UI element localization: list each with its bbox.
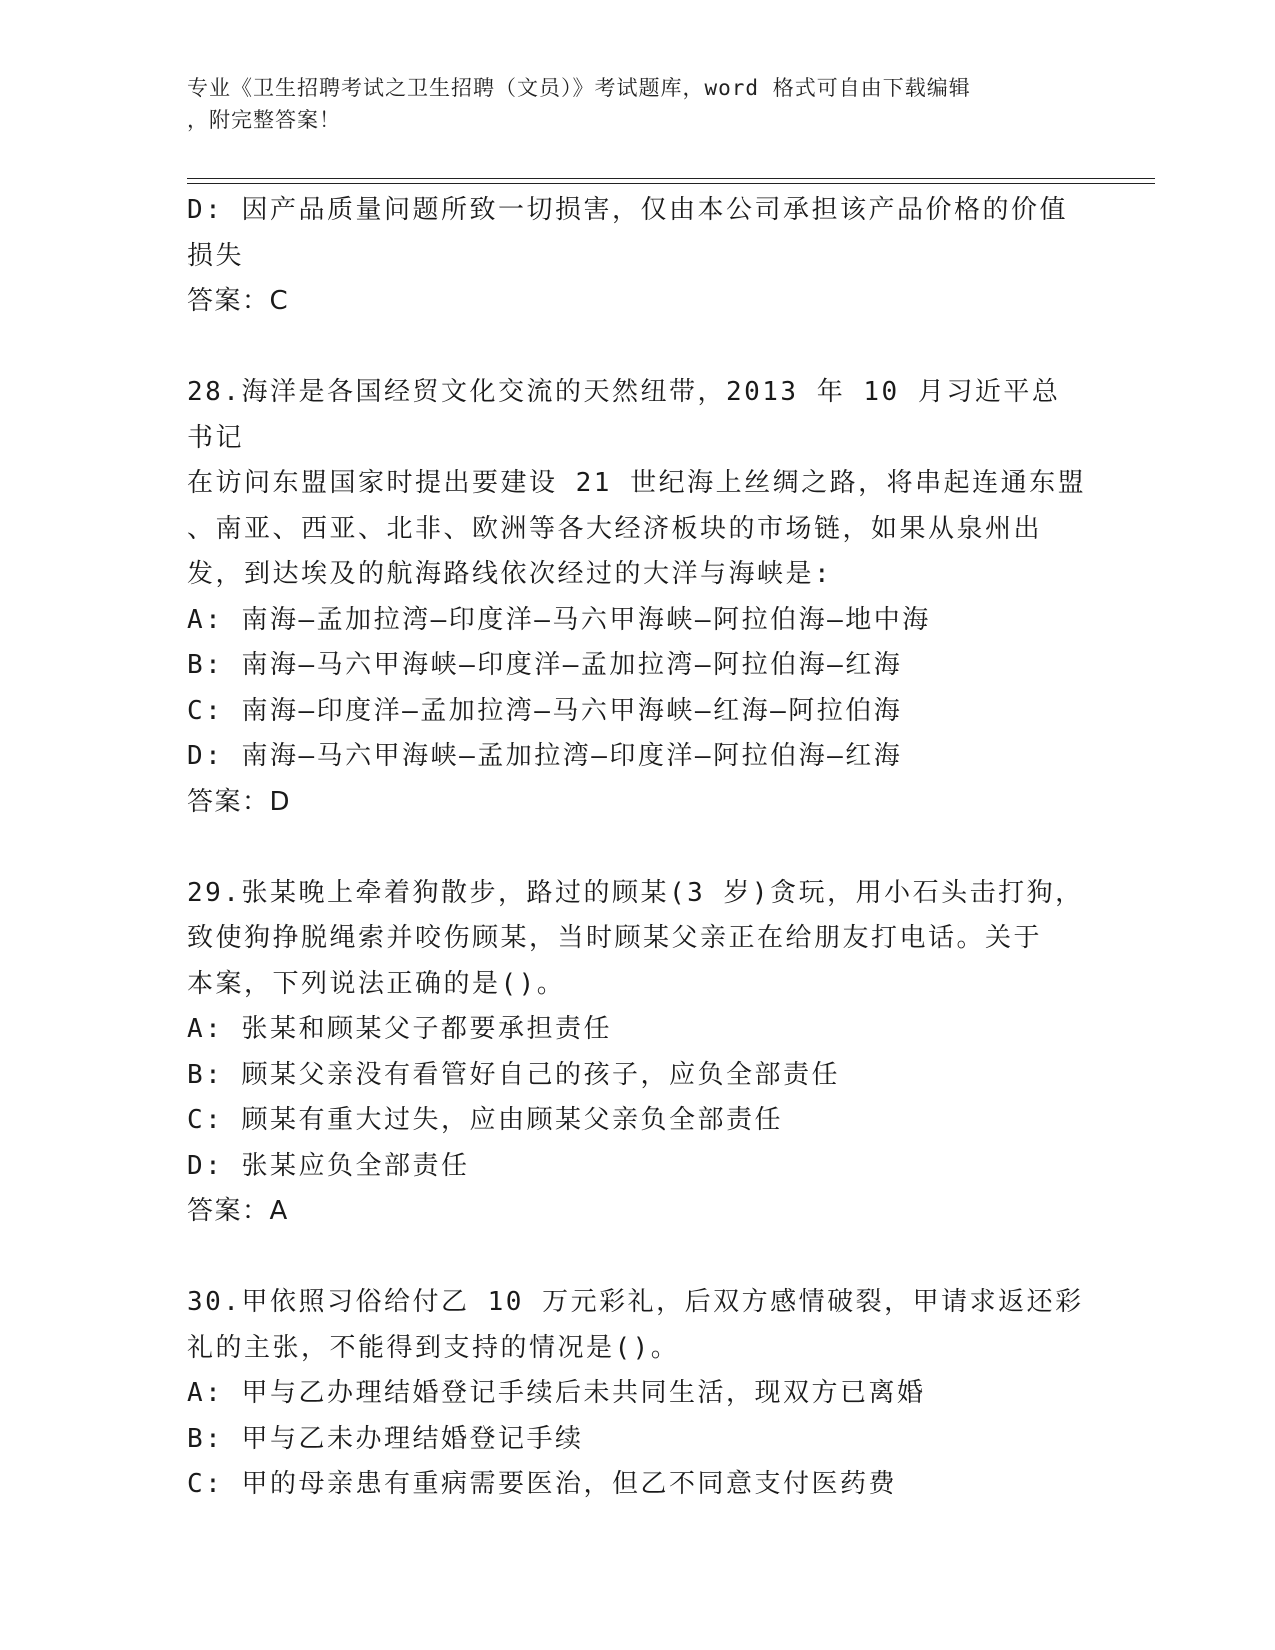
- question-29-option-d: D: 张某应负全部责任: [187, 1150, 470, 1181]
- question-28-option-a: A: 南海—孟加拉湾—印度洋—马六甲海峡—阿拉伯海—地中海: [187, 604, 931, 635]
- header-title-line-1: 专业《卫生招聘考试之卫生招聘（文员）》考试题库，word 格式可自由下载编辑: [187, 76, 971, 100]
- question-28: [187, 370, 1087, 825]
- question-30: [187, 1280, 1087, 1508]
- header-divider-top: [187, 178, 1155, 179]
- header-title-line-2: ，附完整答案！: [187, 108, 341, 132]
- page-header: [187, 72, 1077, 136]
- question-28-stem-4: 发，到达埃及的航海路线依次经过的大洋与海峡是:: [187, 559, 833, 589]
- question-28-option-d: D: 南海—马六甲海峡—孟加拉湾—印度洋—阿拉伯海—红海: [187, 741, 903, 771]
- question-28-stem-2: 在访问东盟国家时提出要建设 21 世纪海上丝绸之路，将串起连通东盟: [187, 468, 1087, 498]
- spacer: [187, 1235, 1087, 1281]
- question-30-option-a: A: 甲与乙办理结婚登记手续后未共同生活，现双方已离婚: [187, 1378, 926, 1408]
- question-29-stem-3: 本案，下列说法正确的是()。: [187, 968, 566, 999]
- question-29-option-a: A: 张某和顾某父子都要承担责任: [187, 1014, 612, 1044]
- question-27-answer: 答案：C: [187, 286, 290, 316]
- question-29: [187, 871, 1087, 1235]
- question-28-stem-1: 28.海洋是各国经贸文化交流的天然纽带，2013 年 10 月习近平总书记: [187, 377, 1061, 453]
- question-28-answer: 答案：D: [187, 786, 292, 817]
- question-29-stem-1: 29.张某晚上牵着狗散步，路过的顾某(3 岁)贪玩，用小石头击打狗，: [187, 877, 1084, 908]
- question-29-option-b: B: 顾某父亲没有看管好自己的孩子，应负全部责任: [187, 1059, 840, 1090]
- question-29-stem-2: 致使狗挣脱绳索并咬伤顾某，当时顾某父亲正在给朋友打电话。关于: [187, 923, 1043, 953]
- header-divider-bottom: [187, 183, 1155, 184]
- question-29-answer: 答案：A: [187, 1196, 289, 1226]
- question-30-option-b: B: 甲与乙未办理结婚登记手续: [187, 1423, 584, 1454]
- question-content: [187, 188, 1087, 1508]
- question-27-option-d: D: 因产品质量问题所致一切损害，仅由本公司承担该产品价格的价值: [187, 195, 1068, 225]
- question-27-option-d-cont: 损失: [187, 240, 245, 271]
- question-29-option-c: C: 顾某有重大过失，应由顾某父亲负全部责任: [187, 1105, 783, 1135]
- question-28-stem-3: 、南亚、西亚、北非、欧洲等各大经济板块的市场链，如果从泉州出: [187, 513, 1043, 544]
- question-30-option-c: C: 甲的母亲患有重病需要医治，但乙不同意支付医药费: [187, 1469, 897, 1499]
- question-30-stem-1: 30.甲依照习俗给付乙 10 万元彩礼，后双方感情破裂，甲请求返还彩: [187, 1287, 1084, 1317]
- spacer: [187, 325, 1087, 371]
- spacer: [187, 825, 1087, 871]
- question-28-option-b: B: 南海—马六甲海峡—印度洋—孟加拉湾—阿拉伯海—红海: [187, 650, 903, 680]
- question-28-option-c: C: 南海—印度洋—孟加拉湾—马六甲海峡—红海—阿拉伯海: [187, 695, 903, 726]
- question-27-tail: [187, 188, 1087, 325]
- question-30-stem-2: 礼的主张，不能得到支持的情况是()。: [187, 1332, 680, 1363]
